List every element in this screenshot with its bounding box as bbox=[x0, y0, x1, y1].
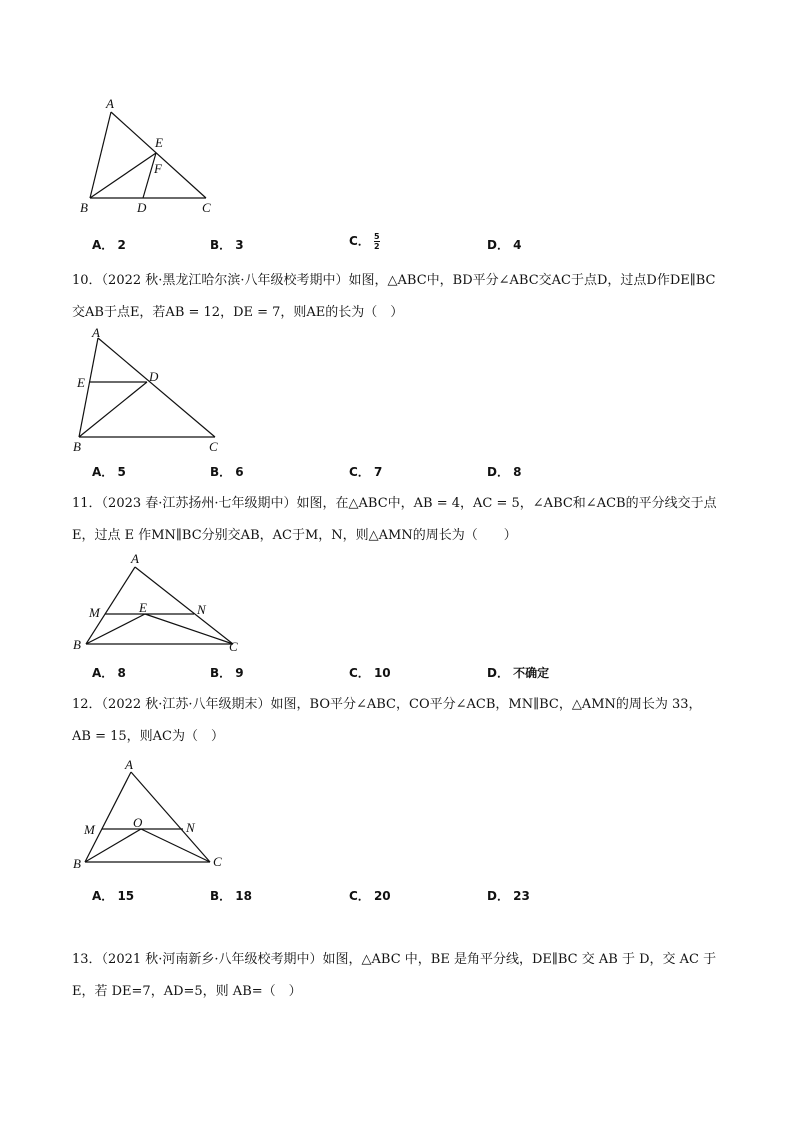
question-10-line1: 10．（2022 秋·黑龙江哈尔滨·八年级校考期中）如图，△ABC中，BD平分∠ABC交AC于点D，过点D作DE∥BC bbox=[72, 273, 716, 288]
label-M: M bbox=[84, 822, 95, 837]
label-B: B bbox=[73, 439, 81, 454]
label-C: C bbox=[213, 854, 222, 869]
option-c[interactable]: C． 7 bbox=[349, 465, 383, 479]
question-13-line2: E，若 DE=7，AD=5，则 AB=（ ） bbox=[72, 984, 302, 999]
option-b[interactable]: B． 9 bbox=[210, 666, 244, 680]
label-A: A bbox=[125, 757, 133, 772]
figure-q12 bbox=[70, 755, 240, 875]
label-B: B bbox=[73, 856, 81, 871]
option-c[interactable]: C． $\frac{5}{2}$ bbox=[349, 232, 380, 251]
label-F: F bbox=[154, 161, 162, 176]
figure-q10 bbox=[70, 325, 230, 455]
label-A: A bbox=[106, 96, 114, 111]
label-C: C bbox=[202, 200, 211, 215]
figure-q9 bbox=[70, 95, 230, 220]
option-d[interactable]: D． 8 bbox=[487, 465, 522, 479]
label-A: A bbox=[92, 325, 100, 340]
option-d[interactable]: D． 不确定 bbox=[487, 666, 550, 680]
label-M: M bbox=[89, 605, 100, 620]
option-a[interactable]: A． 15 bbox=[92, 889, 135, 903]
option-b[interactable]: B． 18 bbox=[210, 889, 252, 903]
option-c[interactable]: C． 10 bbox=[349, 666, 391, 680]
options-q11 bbox=[92, 664, 732, 682]
label-N: N bbox=[186, 820, 195, 835]
fraction-five-halves: $\frac{5}{2}$ bbox=[373, 232, 380, 251]
label-C: C bbox=[209, 439, 218, 454]
question-12-line2: AB = 15，则AC为（ ） bbox=[72, 729, 224, 744]
question-13-line1: 13．（2021 秋·河南新乡·八年级校考期中）如图，△ABC 中，BE 是角平分线，DE∥BC 交 AB 于 D，交 AC 于 bbox=[72, 952, 717, 967]
label-E: E bbox=[77, 375, 85, 390]
question-12-line1: 12．（2022 秋·江苏·八年级期末）如图，BO平分∠ABC，CO平分∠ACB，MN∥BC，△AMN的周长为 33， bbox=[72, 697, 702, 712]
label-D: D bbox=[137, 200, 147, 215]
option-d[interactable]: D． 23 bbox=[487, 889, 530, 903]
option-c[interactable]: C． 20 bbox=[349, 889, 391, 903]
option-b[interactable]: B． 3 bbox=[210, 238, 244, 252]
label-N: N bbox=[197, 602, 206, 617]
option-a[interactable]: A． 8 bbox=[92, 666, 126, 680]
options-q9 bbox=[92, 232, 732, 254]
question-10-line2: 交AB于点E，若AB = 12，DE = 7，则AE的长为（ ） bbox=[72, 305, 404, 320]
label-E: E bbox=[139, 600, 147, 615]
options-q10 bbox=[92, 463, 732, 481]
option-d[interactable]: D． 4 bbox=[487, 238, 522, 252]
label-D: D bbox=[149, 369, 159, 384]
question-11-line2: E，过点 E 作MN∥BC分别交AB，AC于M，N，则△AMN的周长为（ ） bbox=[72, 528, 517, 543]
option-a[interactable]: A． 2 bbox=[92, 238, 126, 252]
option-b[interactable]: B． 6 bbox=[210, 465, 244, 479]
question-11-line1: 11．（2023 春·江苏扬州·七年级期中）如图，在△ABC中，AB = 4，AC = 5，∠ABC和∠ACB的平分线交于点 bbox=[72, 496, 717, 511]
figure-q11 bbox=[70, 550, 250, 660]
option-a[interactable]: A． 5 bbox=[92, 465, 126, 479]
label-O: O bbox=[133, 815, 143, 830]
label-B: B bbox=[80, 200, 88, 215]
label-C: C bbox=[229, 639, 238, 654]
label-A: A bbox=[131, 551, 139, 566]
options-q12 bbox=[92, 887, 732, 905]
label-B: B bbox=[73, 637, 81, 652]
label-E: E bbox=[155, 135, 163, 150]
